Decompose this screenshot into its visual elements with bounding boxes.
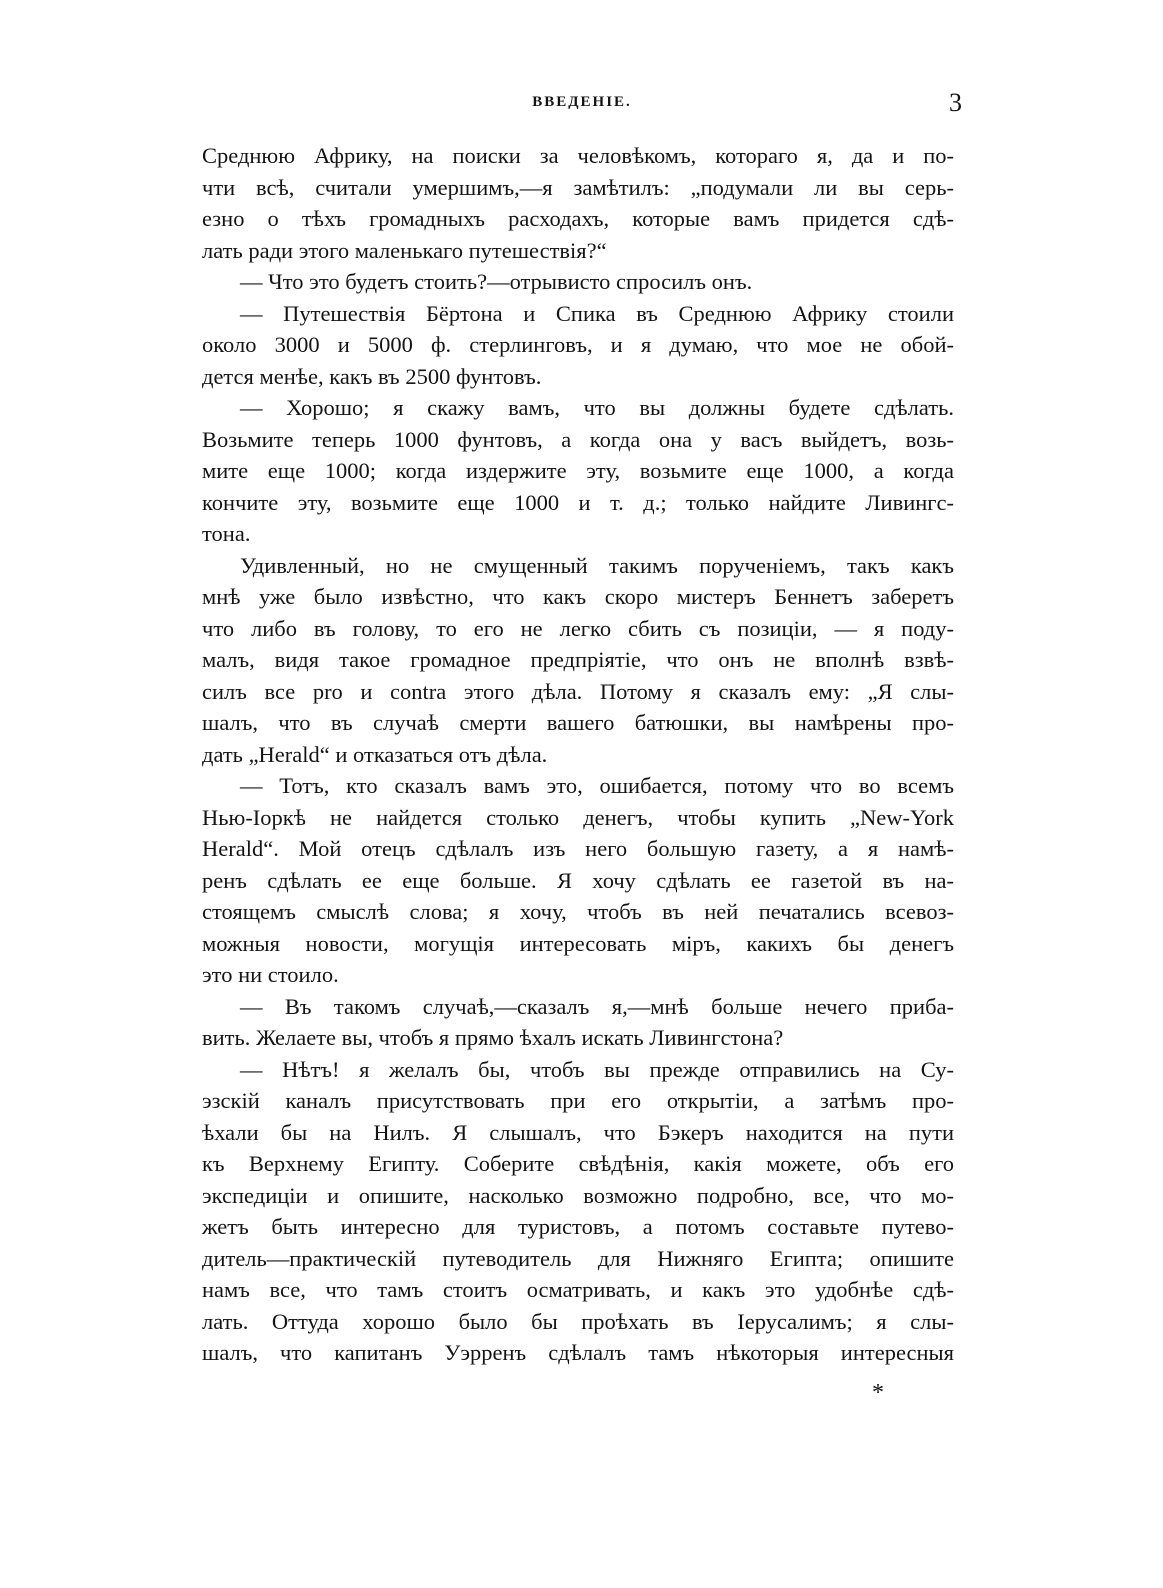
body-text (202, 140, 954, 1369)
signature-mark: * (872, 1380, 884, 1406)
text-line: экспедиціи и опишите, насколько возможно подробно, все, что мо- (202, 1182, 954, 1208)
text-line: вить. Желаете вы, чтобъ я прямо ѣхалъ искать Ливингстона? (202, 1025, 784, 1050)
text-line: мнѣ уже было извѣстно, что какъ скоро мистеръ Беннетъ заберетъ (202, 584, 954, 609)
text-line: намъ все, что тамъ стоитъ осматривать, и какъ это удобнѣе сдѣ- (202, 1277, 954, 1302)
text-line: дитель—практическій путеводитель для Нижняго Египта; опишите (202, 1245, 954, 1271)
text-line: ренъ сдѣлать ее еще больше. Я хочу сдѣлать ее газетой въ на- (202, 867, 954, 893)
text-line: Удивленный, но не смущенный такимъ порученіемъ, такъ какъ (240, 552, 954, 578)
text-line: чти всѣ, считали умершимъ,—я замѣтилъ: „подумали ли вы серь- (202, 174, 954, 200)
text-line: Herald“. Мой отецъ сдѣлалъ изъ него большую газету, а я намѣ- (202, 836, 954, 861)
text-line: дать „Herald“ и отказаться отъ дѣла. (202, 741, 548, 767)
text-line: Нью-Іоркѣ не найдется столько денегъ, чтобы купить „New-York (202, 804, 954, 830)
text-line: лать ради этого маленькаго путешествія?“ (202, 237, 607, 263)
text-line: езно о тѣхъ громадныхъ расходахъ, которые вамъ придется сдѣ- (202, 206, 954, 231)
text-line: — Нѣтъ! я желалъ бы, чтобъ вы прежде отправились на Су- (240, 1056, 954, 1082)
text-line: шалъ, что въ случаѣ смерти вашего батюшки, вы намѣрены про- (202, 710, 954, 735)
text-line: шалъ, что капитанъ Уэрренъ сдѣлалъ тамъ нѣкоторыя интересныя (202, 1340, 954, 1365)
page-number: 3 (949, 88, 962, 117)
text-line: тона. (202, 521, 251, 546)
text-line: — Путешествія Бёртона и Спика въ Среднюю Африку стоили (240, 300, 954, 326)
text-line: дется менѣе, какъ въ 2500 фунтовъ. (202, 363, 542, 389)
text-line: — Что это будетъ стоить?—отрывисто спросилъ онъ. (240, 269, 753, 294)
text-line: — Въ такомъ случаѣ,—сказалъ я,—мнѣ больше нечего приба- (240, 993, 954, 1019)
text-line: это ни стоило. (202, 962, 339, 987)
text-line: — Тотъ, кто сказалъ вамъ это, ошибается, потому что во всемъ (240, 773, 954, 798)
text-line: малъ, видя такое громадное предпріятіе, что онъ не вполнѣ взвѣ- (202, 647, 954, 672)
text-line: эзскій каналъ присутствовать при его открытіи, а затѣмъ про- (202, 1088, 954, 1113)
text-line: мите еще 1000; когда издержите эту, возьмите еще 1000, а когда (202, 458, 954, 483)
text-line: Возьмите теперь 1000 фунтовъ, а когда она у васъ выйдетъ, возь- (202, 426, 954, 452)
page-header (202, 90, 962, 120)
text-line: жетъ быть интересно для туристовъ, а потомъ составьте путево- (202, 1214, 954, 1239)
text-line: ѣхали бы на Нилъ. Я слышалъ, что Бэкеръ находится на пути (202, 1119, 954, 1145)
running-title: ВВЕДЕНІЕ. (532, 94, 632, 110)
text-line: — Хорошо; я скажу вамъ, что вы должны будете сдѣлать. (240, 395, 954, 420)
text-line: около 3000 и 5000 ф. стерлинговъ, и я думаю, что мое не обой- (202, 332, 954, 357)
text-line: Среднюю Африку, на поиски за человѣкомъ, котораго я, да и по- (202, 143, 954, 168)
text-line: къ Верхнему Египту. Соберите свѣдѣнія, какія можете, объ его (202, 1151, 954, 1176)
text-line: что либо въ голову, то его не легко сбить съ позиціи, — я поду- (202, 615, 954, 641)
text-line: кончите эту, возьмите еще 1000 и т. д.; только найдите Ливингс- (202, 489, 954, 515)
text-line: стоящемъ смыслѣ слова; я хочу, чтобъ въ ней печатались всевоз- (202, 899, 954, 924)
text-line: силъ все pro и contra этого дѣла. Потому я сказалъ ему: „Я слы- (202, 678, 954, 704)
text-line: можныя новости, могущія интересовать міръ, какихъ бы денегъ (202, 930, 954, 956)
text-line: лать. Оттуда хорошо было бы проѣхать въ Іерусалимъ; я слы- (202, 1308, 954, 1334)
